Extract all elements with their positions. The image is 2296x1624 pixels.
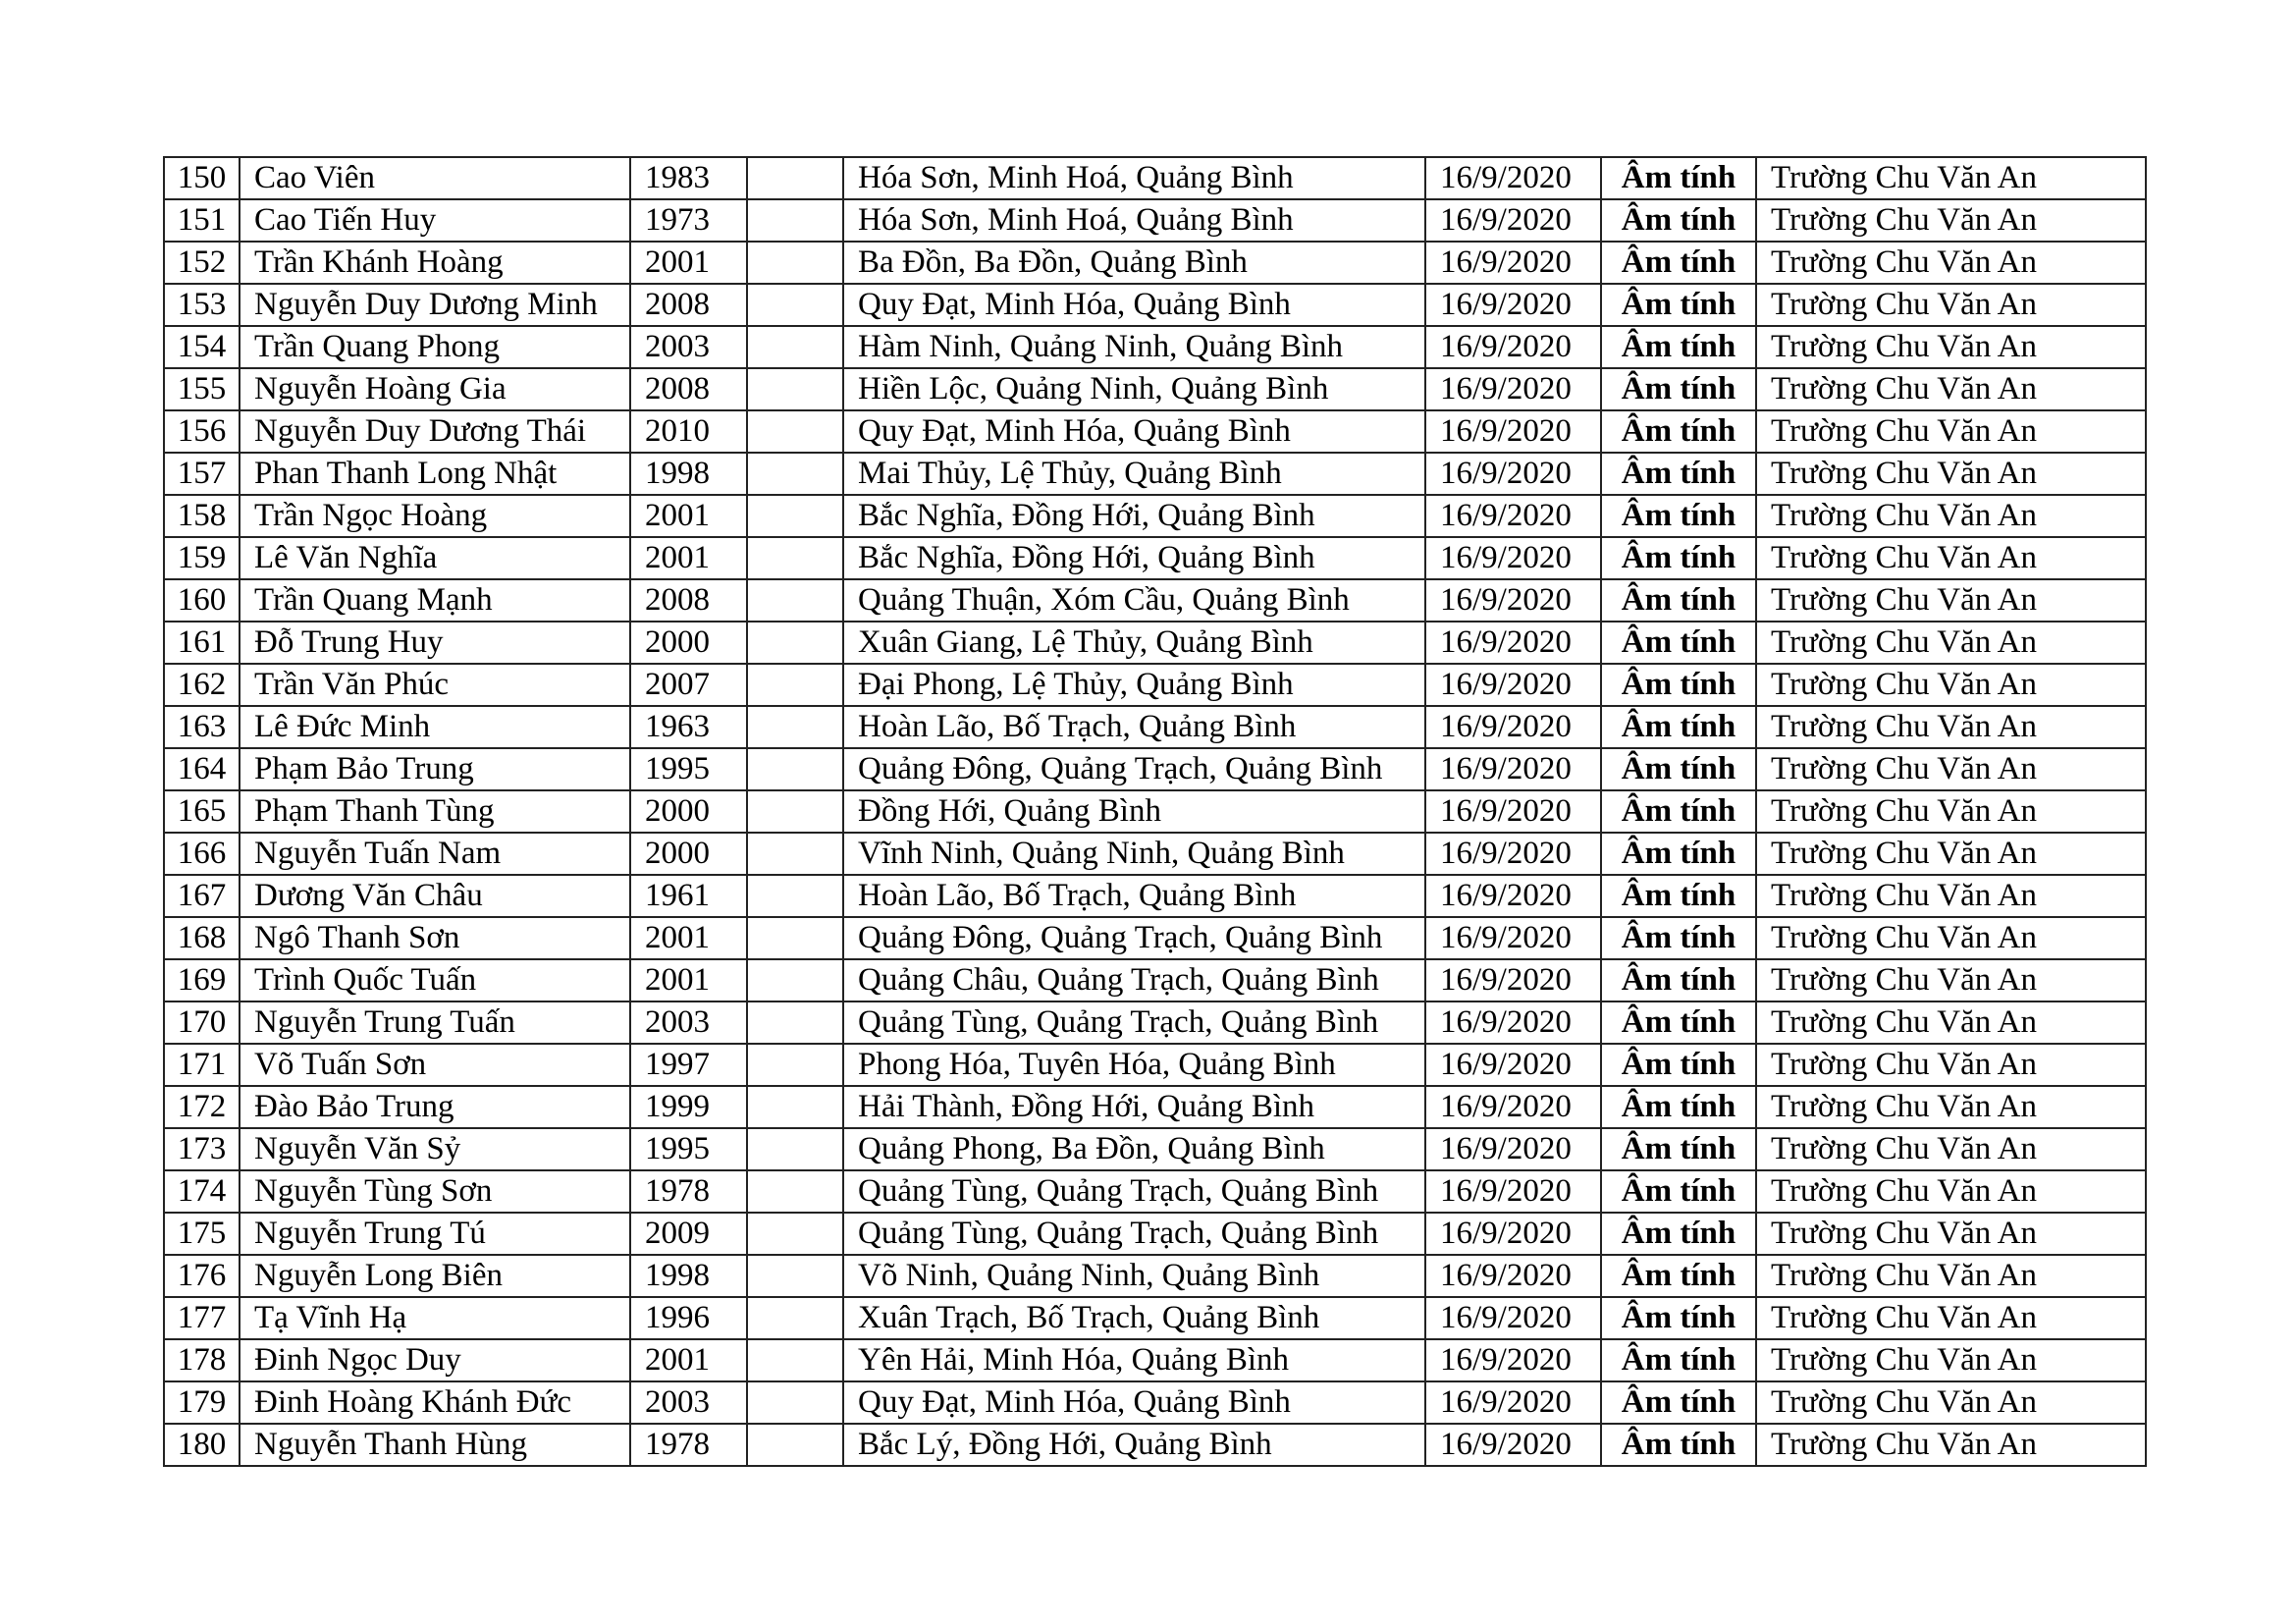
row-number-cell: 160 bbox=[164, 579, 240, 622]
birth-year-cell: 2010 bbox=[630, 410, 747, 453]
empty-cell bbox=[747, 1170, 843, 1213]
empty-cell bbox=[747, 1424, 843, 1466]
name-cell: Nguyễn Long Biên bbox=[240, 1255, 630, 1297]
address-cell: Hoàn Lão, Bố Trạch, Quảng Bình bbox=[843, 875, 1425, 917]
test-result-cell: Âm tính bbox=[1601, 284, 1756, 326]
name-cell: Đinh Hoàng Khánh Đức bbox=[240, 1381, 630, 1424]
empty-cell bbox=[747, 875, 843, 917]
table-row bbox=[164, 1255, 2146, 1297]
birth-year-cell: 2007 bbox=[630, 664, 747, 706]
birth-year-cell: 2003 bbox=[630, 1381, 747, 1424]
birth-year-cell: 2000 bbox=[630, 790, 747, 833]
name-cell: Lê Văn Nghĩa bbox=[240, 537, 630, 579]
table-row bbox=[164, 495, 2146, 537]
empty-cell bbox=[747, 284, 843, 326]
test-result-cell: Âm tính bbox=[1601, 748, 1756, 790]
name-cell: Trần Quang Phong bbox=[240, 326, 630, 368]
address-cell: Bắc Nghĩa, Đồng Hới, Quảng Bình bbox=[843, 537, 1425, 579]
birth-year-cell: 2008 bbox=[630, 579, 747, 622]
location-cell: Trường Chu Văn An bbox=[1756, 1339, 2146, 1381]
empty-cell bbox=[747, 1381, 843, 1424]
empty-cell bbox=[747, 790, 843, 833]
name-cell: Trần Ngọc Hoàng bbox=[240, 495, 630, 537]
name-cell: Phan Thanh Long Nhật bbox=[240, 453, 630, 495]
test-date-cell: 16/9/2020 bbox=[1425, 706, 1601, 748]
test-result-cell: Âm tính bbox=[1601, 242, 1756, 284]
birth-year-cell: 1996 bbox=[630, 1297, 747, 1339]
test-result-cell: Âm tính bbox=[1601, 1170, 1756, 1213]
table-row bbox=[164, 622, 2146, 664]
test-date-cell: 16/9/2020 bbox=[1425, 495, 1601, 537]
table-row bbox=[164, 1170, 2146, 1213]
row-number-cell: 176 bbox=[164, 1255, 240, 1297]
test-result-cell: Âm tính bbox=[1601, 790, 1756, 833]
table-row bbox=[164, 1424, 2146, 1466]
test-date-cell: 16/9/2020 bbox=[1425, 748, 1601, 790]
birth-year-cell: 1963 bbox=[630, 706, 747, 748]
location-cell: Trường Chu Văn An bbox=[1756, 495, 2146, 537]
test-date-cell: 16/9/2020 bbox=[1425, 1044, 1601, 1086]
address-cell: Quảng Châu, Quảng Trạch, Quảng Bình bbox=[843, 959, 1425, 1001]
test-date-cell: 16/9/2020 bbox=[1425, 1170, 1601, 1213]
row-number-cell: 157 bbox=[164, 453, 240, 495]
address-cell: Hóa Sơn, Minh Hoá, Quảng Bình bbox=[843, 199, 1425, 242]
test-result-cell: Âm tính bbox=[1601, 410, 1756, 453]
test-date-cell: 16/9/2020 bbox=[1425, 537, 1601, 579]
location-cell: Trường Chu Văn An bbox=[1756, 1170, 2146, 1213]
empty-cell bbox=[747, 1297, 843, 1339]
empty-cell bbox=[747, 1339, 843, 1381]
table-row bbox=[164, 1044, 2146, 1086]
birth-year-cell: 1978 bbox=[630, 1170, 747, 1213]
test-results-table bbox=[163, 156, 2147, 1467]
test-date-cell: 16/9/2020 bbox=[1425, 1424, 1601, 1466]
test-date-cell: 16/9/2020 bbox=[1425, 368, 1601, 410]
address-cell: Quy Đạt, Minh Hóa, Quảng Bình bbox=[843, 410, 1425, 453]
test-result-cell: Âm tính bbox=[1601, 1128, 1756, 1170]
test-result-cell: Âm tính bbox=[1601, 1044, 1756, 1086]
test-result-cell: Âm tính bbox=[1601, 1297, 1756, 1339]
test-date-cell: 16/9/2020 bbox=[1425, 959, 1601, 1001]
row-number-cell: 152 bbox=[164, 242, 240, 284]
address-cell: Quy Đạt, Minh Hóa, Quảng Bình bbox=[843, 1381, 1425, 1424]
address-cell: Xuân Trạch, Bố Trạch, Quảng Bình bbox=[843, 1297, 1425, 1339]
birth-year-cell: 1978 bbox=[630, 1424, 747, 1466]
location-cell: Trường Chu Văn An bbox=[1756, 453, 2146, 495]
test-result-cell: Âm tính bbox=[1601, 495, 1756, 537]
test-date-cell: 16/9/2020 bbox=[1425, 242, 1601, 284]
row-number-cell: 166 bbox=[164, 833, 240, 875]
name-cell: Đinh Ngọc Duy bbox=[240, 1339, 630, 1381]
location-cell: Trường Chu Văn An bbox=[1756, 284, 2146, 326]
location-cell: Trường Chu Văn An bbox=[1756, 664, 2146, 706]
birth-year-cell: 2001 bbox=[630, 537, 747, 579]
birth-year-cell: 1998 bbox=[630, 1255, 747, 1297]
empty-cell bbox=[747, 537, 843, 579]
address-cell: Quảng Phong, Ba Đồn, Quảng Bình bbox=[843, 1128, 1425, 1170]
table-row bbox=[164, 1001, 2146, 1044]
empty-cell bbox=[747, 368, 843, 410]
row-number-cell: 167 bbox=[164, 875, 240, 917]
test-date-cell: 16/9/2020 bbox=[1425, 917, 1601, 959]
test-result-cell: Âm tính bbox=[1601, 1381, 1756, 1424]
empty-cell bbox=[747, 1255, 843, 1297]
table-row bbox=[164, 410, 2146, 453]
table-row bbox=[164, 1086, 2146, 1128]
birth-year-cell: 2003 bbox=[630, 1001, 747, 1044]
table-row bbox=[164, 453, 2146, 495]
test-result-cell: Âm tính bbox=[1601, 706, 1756, 748]
table-row bbox=[164, 242, 2146, 284]
location-cell: Trường Chu Văn An bbox=[1756, 790, 2146, 833]
empty-cell bbox=[747, 1213, 843, 1255]
table-row bbox=[164, 664, 2146, 706]
empty-cell bbox=[747, 748, 843, 790]
test-result-cell: Âm tính bbox=[1601, 1339, 1756, 1381]
birth-year-cell: 2009 bbox=[630, 1213, 747, 1255]
birth-year-cell: 2001 bbox=[630, 959, 747, 1001]
location-cell: Trường Chu Văn An bbox=[1756, 326, 2146, 368]
test-date-cell: 16/9/2020 bbox=[1425, 1381, 1601, 1424]
location-cell: Trường Chu Văn An bbox=[1756, 622, 2146, 664]
name-cell: Cao Tiến Huy bbox=[240, 199, 630, 242]
birth-year-cell: 2001 bbox=[630, 1339, 747, 1381]
row-number-cell: 155 bbox=[164, 368, 240, 410]
name-cell: Cao Viên bbox=[240, 157, 630, 199]
test-result-cell: Âm tính bbox=[1601, 622, 1756, 664]
location-cell: Trường Chu Văn An bbox=[1756, 1001, 2146, 1044]
birth-year-cell: 2008 bbox=[630, 284, 747, 326]
name-cell: Trần Khánh Hoàng bbox=[240, 242, 630, 284]
address-cell: Hoàn Lão, Bố Trạch, Quảng Bình bbox=[843, 706, 1425, 748]
name-cell: Dương Văn Châu bbox=[240, 875, 630, 917]
location-cell: Trường Chu Văn An bbox=[1756, 1213, 2146, 1255]
address-cell: Vĩnh Ninh, Quảng Ninh, Quảng Bình bbox=[843, 833, 1425, 875]
empty-cell bbox=[747, 579, 843, 622]
birth-year-cell: 1983 bbox=[630, 157, 747, 199]
location-cell: Trường Chu Văn An bbox=[1756, 157, 2146, 199]
birth-year-cell: 1995 bbox=[630, 748, 747, 790]
row-number-cell: 179 bbox=[164, 1381, 240, 1424]
test-date-cell: 16/9/2020 bbox=[1425, 199, 1601, 242]
address-cell: Quảng Đông, Quảng Trạch, Quảng Bình bbox=[843, 748, 1425, 790]
row-number-cell: 153 bbox=[164, 284, 240, 326]
row-number-cell: 174 bbox=[164, 1170, 240, 1213]
address-cell: Quảng Đông, Quảng Trạch, Quảng Bình bbox=[843, 917, 1425, 959]
test-result-cell: Âm tính bbox=[1601, 1255, 1756, 1297]
address-cell: Võ Ninh, Quảng Ninh, Quảng Bình bbox=[843, 1255, 1425, 1297]
test-date-cell: 16/9/2020 bbox=[1425, 326, 1601, 368]
birth-year-cell: 2008 bbox=[630, 368, 747, 410]
test-date-cell: 16/9/2020 bbox=[1425, 579, 1601, 622]
birth-year-cell: 2001 bbox=[630, 242, 747, 284]
test-result-cell: Âm tính bbox=[1601, 1213, 1756, 1255]
table-row bbox=[164, 368, 2146, 410]
name-cell: Trình Quốc Tuấn bbox=[240, 959, 630, 1001]
test-date-cell: 16/9/2020 bbox=[1425, 1001, 1601, 1044]
test-result-cell: Âm tính bbox=[1601, 875, 1756, 917]
row-number-cell: 154 bbox=[164, 326, 240, 368]
row-number-cell: 168 bbox=[164, 917, 240, 959]
test-result-cell: Âm tính bbox=[1601, 199, 1756, 242]
empty-cell bbox=[747, 706, 843, 748]
location-cell: Trường Chu Văn An bbox=[1756, 959, 2146, 1001]
empty-cell bbox=[747, 1044, 843, 1086]
table-row bbox=[164, 579, 2146, 622]
row-number-cell: 169 bbox=[164, 959, 240, 1001]
row-number-cell: 156 bbox=[164, 410, 240, 453]
birth-year-cell: 2000 bbox=[630, 833, 747, 875]
empty-cell bbox=[747, 199, 843, 242]
test-date-cell: 16/9/2020 bbox=[1425, 1128, 1601, 1170]
location-cell: Trường Chu Văn An bbox=[1756, 1128, 2146, 1170]
table-row bbox=[164, 1128, 2146, 1170]
table-row bbox=[164, 706, 2146, 748]
empty-cell bbox=[747, 495, 843, 537]
row-number-cell: 180 bbox=[164, 1424, 240, 1466]
address-cell: Mai Thủy, Lệ Thủy, Quảng Bình bbox=[843, 453, 1425, 495]
name-cell: Nguyễn Tuấn Nam bbox=[240, 833, 630, 875]
address-cell: Bắc Lý, Đồng Hới, Quảng Bình bbox=[843, 1424, 1425, 1466]
row-number-cell: 165 bbox=[164, 790, 240, 833]
address-cell: Quảng Tùng, Quảng Trạch, Quảng Bình bbox=[843, 1213, 1425, 1255]
test-result-cell: Âm tính bbox=[1601, 579, 1756, 622]
empty-cell bbox=[747, 1086, 843, 1128]
empty-cell bbox=[747, 410, 843, 453]
table-row bbox=[164, 748, 2146, 790]
location-cell: Trường Chu Văn An bbox=[1756, 706, 2146, 748]
location-cell: Trường Chu Văn An bbox=[1756, 1297, 2146, 1339]
location-cell: Trường Chu Văn An bbox=[1756, 537, 2146, 579]
location-cell: Trường Chu Văn An bbox=[1756, 833, 2146, 875]
address-cell: Ba Đồn, Ba Đồn, Quảng Bình bbox=[843, 242, 1425, 284]
address-cell: Yên Hải, Minh Hóa, Quảng Bình bbox=[843, 1339, 1425, 1381]
test-date-cell: 16/9/2020 bbox=[1425, 664, 1601, 706]
table-row bbox=[164, 833, 2146, 875]
birth-year-cell: 1973 bbox=[630, 199, 747, 242]
table-row bbox=[164, 326, 2146, 368]
table-row bbox=[164, 199, 2146, 242]
test-result-cell: Âm tính bbox=[1601, 368, 1756, 410]
birth-year-cell: 1995 bbox=[630, 1128, 747, 1170]
table-row bbox=[164, 284, 2146, 326]
row-number-cell: 177 bbox=[164, 1297, 240, 1339]
row-number-cell: 178 bbox=[164, 1339, 240, 1381]
test-result-cell: Âm tính bbox=[1601, 157, 1756, 199]
name-cell: Lê Đức Minh bbox=[240, 706, 630, 748]
address-cell: Hàm Ninh, Quảng Ninh, Quảng Bình bbox=[843, 326, 1425, 368]
empty-cell bbox=[747, 833, 843, 875]
row-number-cell: 162 bbox=[164, 664, 240, 706]
test-result-cell: Âm tính bbox=[1601, 537, 1756, 579]
location-cell: Trường Chu Văn An bbox=[1756, 875, 2146, 917]
name-cell: Nguyễn Văn Sỷ bbox=[240, 1128, 630, 1170]
location-cell: Trường Chu Văn An bbox=[1756, 410, 2146, 453]
birth-year-cell: 2000 bbox=[630, 622, 747, 664]
name-cell: Nguyễn Tùng Sơn bbox=[240, 1170, 630, 1213]
empty-cell bbox=[747, 1128, 843, 1170]
row-number-cell: 159 bbox=[164, 537, 240, 579]
address-cell: Đại Phong, Lệ Thủy, Quảng Bình bbox=[843, 664, 1425, 706]
test-date-cell: 16/9/2020 bbox=[1425, 157, 1601, 199]
test-result-cell: Âm tính bbox=[1601, 1424, 1756, 1466]
birth-year-cell: 1997 bbox=[630, 1044, 747, 1086]
empty-cell bbox=[747, 664, 843, 706]
table-row bbox=[164, 875, 2146, 917]
empty-cell bbox=[747, 917, 843, 959]
name-cell: Phạm Thanh Tùng bbox=[240, 790, 630, 833]
name-cell: Nguyễn Hoàng Gia bbox=[240, 368, 630, 410]
location-cell: Trường Chu Văn An bbox=[1756, 1086, 2146, 1128]
test-date-cell: 16/9/2020 bbox=[1425, 875, 1601, 917]
test-result-cell: Âm tính bbox=[1601, 833, 1756, 875]
test-date-cell: 16/9/2020 bbox=[1425, 622, 1601, 664]
empty-cell bbox=[747, 326, 843, 368]
address-cell: Hóa Sơn, Minh Hoá, Quảng Bình bbox=[843, 157, 1425, 199]
location-cell: Trường Chu Văn An bbox=[1756, 1255, 2146, 1297]
name-cell: Nguyễn Duy Dương Thái bbox=[240, 410, 630, 453]
table-row bbox=[164, 1381, 2146, 1424]
test-result-cell: Âm tính bbox=[1601, 1086, 1756, 1128]
test-date-cell: 16/9/2020 bbox=[1425, 790, 1601, 833]
name-cell: Ngô Thanh Sơn bbox=[240, 917, 630, 959]
row-number-cell: 150 bbox=[164, 157, 240, 199]
row-number-cell: 151 bbox=[164, 199, 240, 242]
test-date-cell: 16/9/2020 bbox=[1425, 453, 1601, 495]
table-row bbox=[164, 537, 2146, 579]
location-cell: Trường Chu Văn An bbox=[1756, 199, 2146, 242]
location-cell: Trường Chu Văn An bbox=[1756, 917, 2146, 959]
test-date-cell: 16/9/2020 bbox=[1425, 833, 1601, 875]
location-cell: Trường Chu Văn An bbox=[1756, 368, 2146, 410]
name-cell: Phạm Bảo Trung bbox=[240, 748, 630, 790]
table-row bbox=[164, 917, 2146, 959]
location-cell: Trường Chu Văn An bbox=[1756, 242, 2146, 284]
name-cell: Võ Tuấn Sơn bbox=[240, 1044, 630, 1086]
name-cell: Nguyễn Duy Dương Minh bbox=[240, 284, 630, 326]
test-result-cell: Âm tính bbox=[1601, 453, 1756, 495]
row-number-cell: 172 bbox=[164, 1086, 240, 1128]
address-cell: Hiền Lộc, Quảng Ninh, Quảng Bình bbox=[843, 368, 1425, 410]
test-date-cell: 16/9/2020 bbox=[1425, 1086, 1601, 1128]
empty-cell bbox=[747, 157, 843, 199]
empty-cell bbox=[747, 242, 843, 284]
table-body bbox=[164, 157, 2146, 1466]
test-result-cell: Âm tính bbox=[1601, 664, 1756, 706]
address-cell: Hải Thành, Đồng Hới, Quảng Bình bbox=[843, 1086, 1425, 1128]
table-row bbox=[164, 959, 2146, 1001]
table-row bbox=[164, 1339, 2146, 1381]
row-number-cell: 164 bbox=[164, 748, 240, 790]
birth-year-cell: 1998 bbox=[630, 453, 747, 495]
address-cell: Bắc Nghĩa, Đồng Hới, Quảng Bình bbox=[843, 495, 1425, 537]
address-cell: Phong Hóa, Tuyên Hóa, Quảng Bình bbox=[843, 1044, 1425, 1086]
location-cell: Trường Chu Văn An bbox=[1756, 1424, 2146, 1466]
empty-cell bbox=[747, 622, 843, 664]
name-cell: Đào Bảo Trung bbox=[240, 1086, 630, 1128]
location-cell: Trường Chu Văn An bbox=[1756, 579, 2146, 622]
address-cell: Xuân Giang, Lệ Thủy, Quảng Bình bbox=[843, 622, 1425, 664]
empty-cell bbox=[747, 959, 843, 1001]
table-row bbox=[164, 1213, 2146, 1255]
name-cell: Tạ Vĩnh Hạ bbox=[240, 1297, 630, 1339]
birth-year-cell: 2001 bbox=[630, 495, 747, 537]
address-cell: Đồng Hới, Quảng Bình bbox=[843, 790, 1425, 833]
address-cell: Quảng Thuận, Xóm Cầu, Quảng Bình bbox=[843, 579, 1425, 622]
test-result-cell: Âm tính bbox=[1601, 326, 1756, 368]
test-date-cell: 16/9/2020 bbox=[1425, 1255, 1601, 1297]
test-date-cell: 16/9/2020 bbox=[1425, 1297, 1601, 1339]
row-number-cell: 161 bbox=[164, 622, 240, 664]
name-cell: Trần Văn Phúc bbox=[240, 664, 630, 706]
row-number-cell: 170 bbox=[164, 1001, 240, 1044]
table-row bbox=[164, 157, 2146, 199]
name-cell: Trần Quang Mạnh bbox=[240, 579, 630, 622]
test-date-cell: 16/9/2020 bbox=[1425, 1213, 1601, 1255]
table-row bbox=[164, 790, 2146, 833]
name-cell: Nguyễn Trung Tuấn bbox=[240, 1001, 630, 1044]
test-date-cell: 16/9/2020 bbox=[1425, 1339, 1601, 1381]
address-cell: Quảng Tùng, Quảng Trạch, Quảng Bình bbox=[843, 1170, 1425, 1213]
test-result-cell: Âm tính bbox=[1601, 959, 1756, 1001]
name-cell: Đỗ Trung Huy bbox=[240, 622, 630, 664]
row-number-cell: 158 bbox=[164, 495, 240, 537]
birth-year-cell: 1961 bbox=[630, 875, 747, 917]
row-number-cell: 173 bbox=[164, 1128, 240, 1170]
table-row bbox=[164, 1297, 2146, 1339]
birth-year-cell: 2003 bbox=[630, 326, 747, 368]
name-cell: Nguyễn Trung Tú bbox=[240, 1213, 630, 1255]
test-result-cell: Âm tính bbox=[1601, 917, 1756, 959]
row-number-cell: 175 bbox=[164, 1213, 240, 1255]
test-result-cell: Âm tính bbox=[1601, 1001, 1756, 1044]
name-cell: Nguyễn Thanh Hùng bbox=[240, 1424, 630, 1466]
test-date-cell: 16/9/2020 bbox=[1425, 410, 1601, 453]
test-date-cell: 16/9/2020 bbox=[1425, 284, 1601, 326]
row-number-cell: 171 bbox=[164, 1044, 240, 1086]
birth-year-cell: 1999 bbox=[630, 1086, 747, 1128]
empty-cell bbox=[747, 1001, 843, 1044]
address-cell: Quy Đạt, Minh Hóa, Quảng Bình bbox=[843, 284, 1425, 326]
location-cell: Trường Chu Văn An bbox=[1756, 748, 2146, 790]
empty-cell bbox=[747, 453, 843, 495]
location-cell: Trường Chu Văn An bbox=[1756, 1381, 2146, 1424]
address-cell: Quảng Tùng, Quảng Trạch, Quảng Bình bbox=[843, 1001, 1425, 1044]
birth-year-cell: 2001 bbox=[630, 917, 747, 959]
row-number-cell: 163 bbox=[164, 706, 240, 748]
location-cell: Trường Chu Văn An bbox=[1756, 1044, 2146, 1086]
